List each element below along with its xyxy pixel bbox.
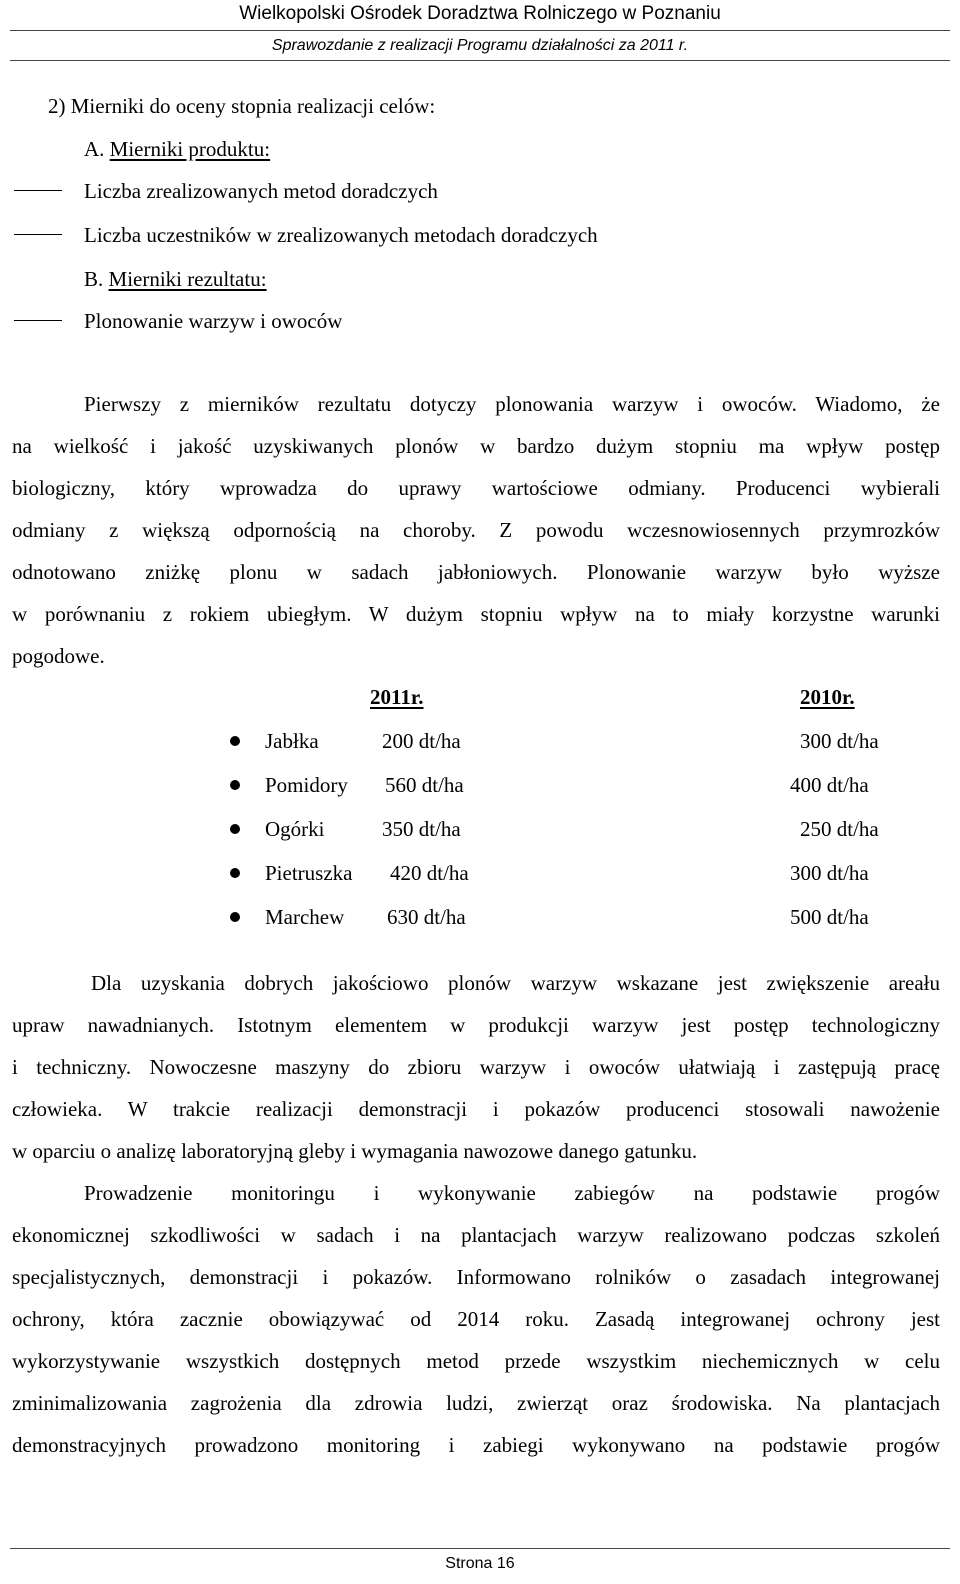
- section-b-label: B.: [84, 267, 104, 291]
- paragraph-line: biologiczny, który wprowadza do uprawy wartościowe odmiany. Producenci wybierali: [12, 476, 940, 500]
- paragraph-line: specjalistycznych, demonstracji i pokazów. Informowano rolników o zasadach integrowanej: [12, 1265, 940, 1289]
- list-item: Plonowanie warzyw i owoców: [84, 309, 343, 333]
- yield-2011: 560 dt/ha: [385, 773, 464, 797]
- list-item: Liczba uczestników w zrealizowanych metodach doradczych: [84, 223, 598, 247]
- yield-2011: 200 dt/ha: [382, 729, 461, 753]
- crop-name: Pietruszka: [265, 861, 353, 885]
- yield-2011: 350 dt/ha: [382, 817, 461, 841]
- crop-name: Jabłka: [265, 729, 319, 753]
- paragraph-line: demonstracyjnych prowadzono monitoring i zabiegi wykonywano na podstawie progów: [12, 1433, 940, 1457]
- section-b-heading: [84, 266, 267, 292]
- paragraph-line: i techniczny. Nowoczesne maszyny do zbioru warzyw i owoców ułatwiają i zastępują pracę: [12, 1055, 940, 1079]
- footer-rule: [10, 1548, 950, 1549]
- crop-name: Ogórki: [265, 817, 325, 841]
- dash-icon: [14, 234, 62, 235]
- bullet-icon: [230, 868, 240, 878]
- section-a-label: A.: [84, 137, 105, 161]
- paragraph-line: odmiany z większą odpornością na choroby. Z powodu wczesnowiosennych przymrozków: [12, 518, 940, 542]
- paragraph-line: na wielkość i jakość uzyskiwanych plonów w bardzo dużym stopniu ma wpływ postęp: [12, 434, 940, 458]
- paragraph-line: Pierwszy z mierników rezultatu dotyczy plonowania warzyw i owoców. Wiadomo, że: [84, 392, 940, 416]
- page-number: Strona 16: [445, 1555, 515, 1572]
- paragraph-line: w porównaniu z rokiem ubiegłym. W dużym stopniu wpływ na to miały korzystne warunki: [12, 602, 940, 626]
- paragraph-line: wykorzystywanie wszystkich dostępnych metod przede wszystkim niechemicznych w celu: [12, 1349, 940, 1373]
- section-heading: 2) Mierniki do oceny stopnia realizacji celów:: [48, 94, 436, 118]
- paragraph-line: ekonomicznej szkodliwości w sadach i na plantacjach warzyw realizowano podczas szkoleń: [12, 1223, 940, 1247]
- bullet-icon: [230, 824, 240, 834]
- section-b-title: Mierniki rezultatu:: [108, 267, 267, 291]
- bullet-icon: [230, 780, 240, 790]
- dash-icon: [14, 190, 62, 191]
- paragraph-line: upraw nawadnianych. Istotnym elementem w produkcji warzyw jest postęp technologiczny: [12, 1013, 940, 1037]
- year-2011-header: 2011r.: [370, 685, 424, 709]
- header-rule-top: [10, 30, 950, 31]
- paragraph-line: zminimalizowania zagrożenia dla zdrowia ludzi, zwierząt oraz środowiska. Na plantacjach: [12, 1391, 940, 1415]
- yield-2010: 400 dt/ha: [790, 773, 869, 797]
- yield-2010: 300 dt/ha: [800, 729, 879, 753]
- bullet-icon: [230, 736, 240, 746]
- paragraph-line: w oparciu o analizę laboratoryjną gleby i wymagania nawozowe danego gatunku.: [12, 1139, 698, 1163]
- section-a-title: Mierniki produktu:: [109, 137, 271, 161]
- crop-name: Pomidory: [265, 773, 348, 797]
- paragraph-line: Prowadzenie monitoringu i wykonywanie zabiegów na podstawie progów: [84, 1181, 940, 1205]
- yield-2010: 500 dt/ha: [790, 905, 869, 929]
- year-2010-header: 2010r.: [800, 685, 855, 709]
- header-report: Sprawozdanie z realizacji Programu działalności za 2011 r.: [271, 37, 689, 54]
- dash-icon: [14, 320, 62, 321]
- section-a-heading: [84, 136, 270, 162]
- crop-name: Marchew: [265, 905, 345, 929]
- paragraph-line: ochrony, która zacznie obowiązywać od 2014 roku. Zasadą integrowanej ochrony jest: [12, 1307, 940, 1331]
- bullet-icon: [230, 912, 240, 922]
- yield-2010: 300 dt/ha: [790, 861, 869, 885]
- paragraph-line: człowieka. W trakcie realizacji demonstracji i pokazów producenci stosowali nawożenie: [12, 1097, 940, 1121]
- yield-2011: 630 dt/ha: [387, 905, 466, 929]
- paragraph-line: pogodowe.: [12, 644, 105, 668]
- yield-2011: 420 dt/ha: [390, 861, 469, 885]
- header-org: Wielkopolski Ośrodek Doradztwa Rolniczego w Poznaniu: [239, 3, 721, 24]
- list-item: Liczba zrealizowanych metod doradczych: [84, 179, 438, 203]
- yield-2010: 250 dt/ha: [800, 817, 879, 841]
- paragraph-line: odnotowano zniżkę plonu w sadach jabłoniowych. Plonowanie warzyw było wyższe: [12, 560, 940, 584]
- header-rule-bottom: [10, 60, 950, 61]
- paragraph-line: Dla uzyskania dobrych jakościowo plonów warzyw wskazane jest zwiększenie areału: [91, 971, 940, 995]
